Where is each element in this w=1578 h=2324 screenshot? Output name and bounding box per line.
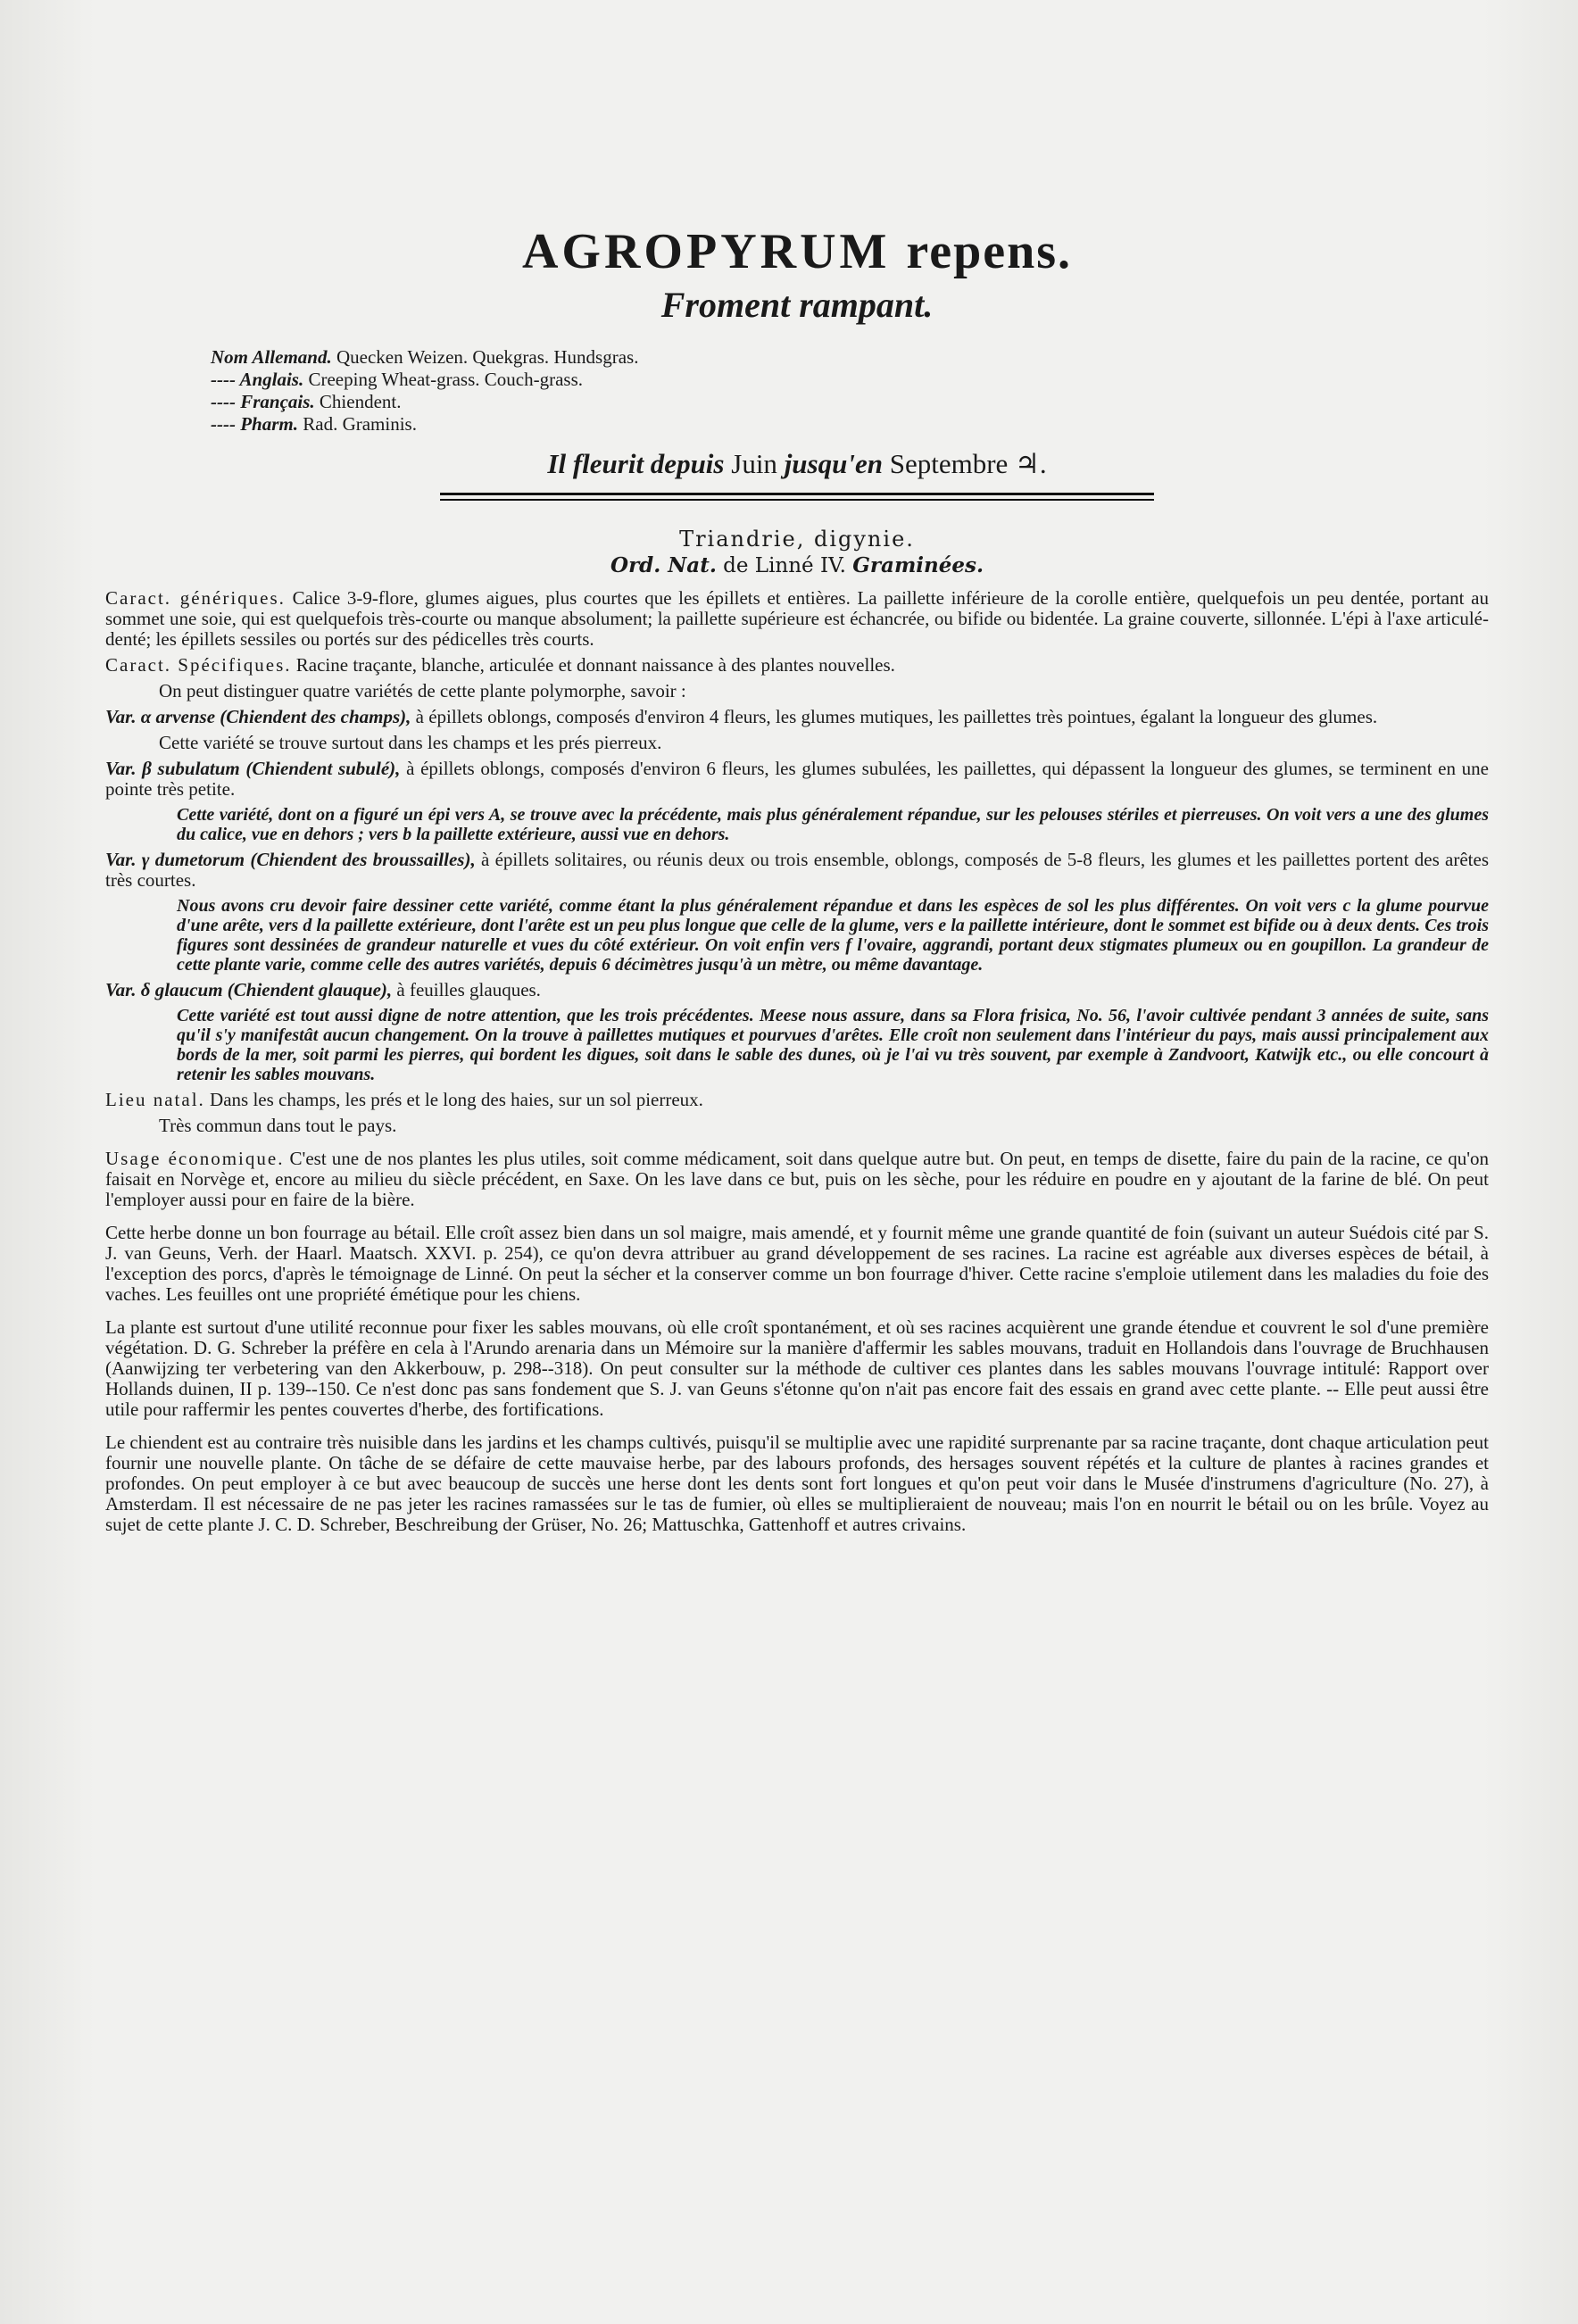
variety-beta [105, 759, 1489, 800]
text-column [105, 223, 1489, 1540]
title-species: repens. [906, 224, 1073, 279]
order-author: de Linné IV. [723, 554, 846, 577]
native-place [105, 1090, 1489, 1110]
name-row-french [211, 391, 1489, 413]
section-text: Racine traçante, blanche, articulée et donnant naissance à des plantes nouvelles. [295, 654, 895, 676]
variety-text: à épillets oblongs, composés d'environ 6 fleurs, les glumes subulées, les paillettes, qui dépassent la longueur des glumes, se terminent en une pointe très petite. [105, 758, 1489, 800]
name-label: ---- Français. [211, 391, 315, 412]
variety-alpha-note: Cette variété se trouve surtout dans les champs et les prés pierreux. [159, 732, 662, 753]
name-label: Nom Allemand. [211, 346, 332, 368]
name-label: ---- Pharm. [211, 413, 298, 435]
section-lead: Lieu natal. [105, 1089, 205, 1110]
name-value: Quecken Weizen. Quekgras. Hundsgras. [336, 346, 639, 368]
flowering-prefix: Il fleurit depuis [547, 448, 725, 479]
variety-gamma-note: Nous avons cru devoir faire dessiner cette variété, comme étant la plus généralement répandue et dans les espèces de sol les plus différentes. On voit vers c la glume pourvue d'une arête, vers d la paillette extérieure, dont l'arête est un peu plus longue que celle de la glume, vers e la paillette intérieure, dont le sommet est bifide ou à deux dents. Ces trois figures sont dessinées de grandeur naturelle et vues du côté extérieur. On voit enfin vers f l'ovaire, aggrandi, portant deux stigmates plumeux ou en goupillon. La grandeur de cette plante varie, comme celle des autres variétés, depuis 6 décimètres jusqu'à un mètre, ou même davantage. [177, 896, 1489, 975]
section-lead: Usage économique. [105, 1148, 285, 1169]
varieties-intro: On peut distinguer quatre variétés de cette plante polymorphe, savoir : [159, 680, 686, 701]
variety-text: à feuilles glauques. [396, 979, 541, 1000]
section-lead: Caract. Spécifiques. [105, 654, 292, 676]
variety-lead: Var. γ dumetorum (Chiendent des broussailles), [105, 849, 476, 870]
specific-characters [105, 655, 1489, 676]
generic-characters [105, 588, 1489, 650]
flowering-mid: jusqu'en [784, 448, 883, 479]
sand-paragraph: La plante est surtout d'une utilité reconnue pour fixer les sables mouvans, où elle croît spontanément, et où ses racines acquièrent une grande étendue et couvrent le sol d'une première végétation. D. G. Schreber la préfère en cela à l'Arundo arenaria dans un Mémoire sur la manière d'affermir les sables mouvans, traduit en Hollandois dans l'ouvrage de Bruchhausen (Aanwijzing ter verbetering van den Akkerbouw, p. 298--318). On peut consulter sur la méthode de cultiver ces plantes dans les sables mouvans l'ouvrage intitulé: Rapport over Hollands duinen, II p. 139--150. Ce n'est donc pas sans fondement que S. J. van Geuns s'étonne qu'on n'ait pas encore fait des essais en grand avec cette plante. -- Elle peut aussi être utile pour raffermir les pentes couvertes d'herbe, des fortifications. [105, 1316, 1489, 1420]
order-prefix: Ord. Nat. [610, 553, 717, 577]
flowering-period [105, 448, 1489, 480]
name-value: Chiendent. [319, 391, 402, 412]
divider-top [440, 493, 1154, 495]
variety-lead: Var. δ glaucum (Chiendent glauque), [105, 979, 393, 1000]
section-text: Calice 3-9-flore, glumes aigues, plus courtes que les épillets et entières. La paillette inférieure de la corolle entière, quelquefois un peu dentée, portant au sommet une soie, qui est quelquefois très-courte ou manque absolument; la paillette supérieure est échancrée, ou bifide ou bidentée. La graine couverte, sillonnée. L'épi à l'axe articulé-denté; les épillets sessiles ou portés sur des pédicelles très courts. [105, 587, 1489, 650]
variety-text: à épillets solitaires, ou réunis deux ou trois ensemble, oblongs, composés de 5-8 fleurs, les glumes et les paillettes portent des arêtes très courtes. [105, 849, 1490, 891]
natural-order [105, 552, 1489, 579]
common-names [211, 346, 1489, 436]
variety-lead: Var. β subulatum (Chiendent subulé), [105, 758, 401, 779]
variety-delta-note: Cette variété est tout aussi digne de notre attention, que les trois précédentes. Meese nous assure, dans sa Flora frisica, No. 56, l'avoir cultivée pendant 3 années de suite, sans qu'il s'y manifestât aucun changement. On la trouve à paillettes mutiques et pourvues d'arêtes. Elle croît non seulement dans l'intérieur du pays, mais aussi principalement aux bords de la mer, soit parmi les pierres, qui bordent les digues, soit dans le sable des dunes, où je l'ai vu très souvent, par exemple à Zandvoort, Katwijk etc., ou elle concourt à retenir les sables mouvans. [177, 1006, 1489, 1084]
harmful-paragraph: Le chiendent est au contraire très nuisible dans les jardins et les champs cultivés, puisqu'il se multiplie avec une rapidité surprenante par sa racine traçante, dont chaque articulation peut fournir une nouvelle plante. On tâche de se défaire de cette mauvaise herbe, par des labours profonds, des hersages souvent répétés et la culture de plantes à racines grandes et profondes. On peut employer à ce but avec beaucoup de succès une herse dont les dents sont fort longues et qu'on peut voir dans le Musée d'instrumens d'agriculture (No. 27), à Amsterdam. Il est nécessaire de ne pas jeter les racines ramassées sur le tas de fumier, où elles se multiplieraient de nouveau; mais l'on en nourrit le bétail ou on les brûle. Voyez au sujet de cette plante J. C. D. Schreber, Beschreibung der Grüser, No. 26; Mattuschka, Gattenhoff et autres crivains. [105, 1432, 1489, 1535]
name-row-german [211, 346, 1489, 369]
native-place-note: Très commun dans tout le pays. [159, 1115, 397, 1136]
name-value: Rad. Graminis. [303, 413, 417, 435]
section-lead: Caract. génériques. [105, 587, 286, 609]
name-value: Creeping Wheat-grass. Couch-grass. [308, 369, 584, 390]
variety-text: à épillets oblongs, composés d'environ 4 fleurs, les glumes mutiques, les paillettes très pointues, égalant la longueur des glumes. [415, 706, 1378, 727]
section-text: C'est une de nos plantes les plus utiles, soit comme médicament, soit dans quelque autre but. On peut, en temps de disette, faire du pain de la racine, ce qu'on faisait en Norvège et, encore au milieu du siècle précédent, en Saxe. On les lave dans ce but, puis on les sèche, pour les réduire en poudre en y ajoutant de la farine de blé. On peut l'employer aussi pour en faire de la bière. [105, 1148, 1489, 1210]
name-label: ---- Anglais. [211, 369, 304, 390]
flowering-from: Juin [731, 448, 777, 479]
variety-lead: Var. α arvense (Chiendent des champs), [105, 706, 411, 727]
order-family: Graminées. [852, 553, 984, 577]
title-genus: AGROPYRUM [521, 224, 891, 279]
variety-gamma [105, 850, 1489, 891]
subtitle: Froment rampant. [660, 285, 934, 325]
fodder-paragraph: Cette herbe donne un bon fourrage au bétail. Elle croît assez bien dans un sol maigre, mais amendé, et y fournit même une grande quantité de foin (suivant un auteur Suédois cité par S. J. van Geuns, Verh. der Haarl. Maatsch. XXVI. p. 254), ce qu'on devra attribuer au grand développement de ses racines. La racine est agréable aux diverses espèces de bétail, à l'exception des porcs, d'après le témoignage de Linné. On peut la sécher et la conserver comme un bon fourrage d'hiver. Cette racine s'emploie utilement dans les maladies du foie des vaches. Les feuilles ont une propriété émétique pour les chiens. [105, 1222, 1489, 1305]
name-row-english [211, 369, 1489, 391]
economic-use [105, 1149, 1489, 1210]
variety-alpha [105, 707, 1489, 727]
section-text: Dans les champs, les prés et le long des haies, sur un sol pierreux. [210, 1089, 703, 1110]
variety-beta-note: Cette variété, dont on a figuré un épi vers A, se trouve avec la précédente, mais plus généralement répandue, sur les pelouses stériles et pierreuses. On voit vers a une des glumes du calice, vue en dehors ; vers b la paillette extérieure, aussi vue en dehors. [177, 805, 1489, 844]
variety-delta [105, 980, 1489, 1000]
page-title [105, 223, 1489, 280]
flowering-to: Septembre ♃. [889, 448, 1047, 479]
classification: Triandrie, digynie. [679, 527, 915, 552]
divider-bottom [440, 499, 1154, 501]
name-row-pharm [211, 413, 1489, 436]
